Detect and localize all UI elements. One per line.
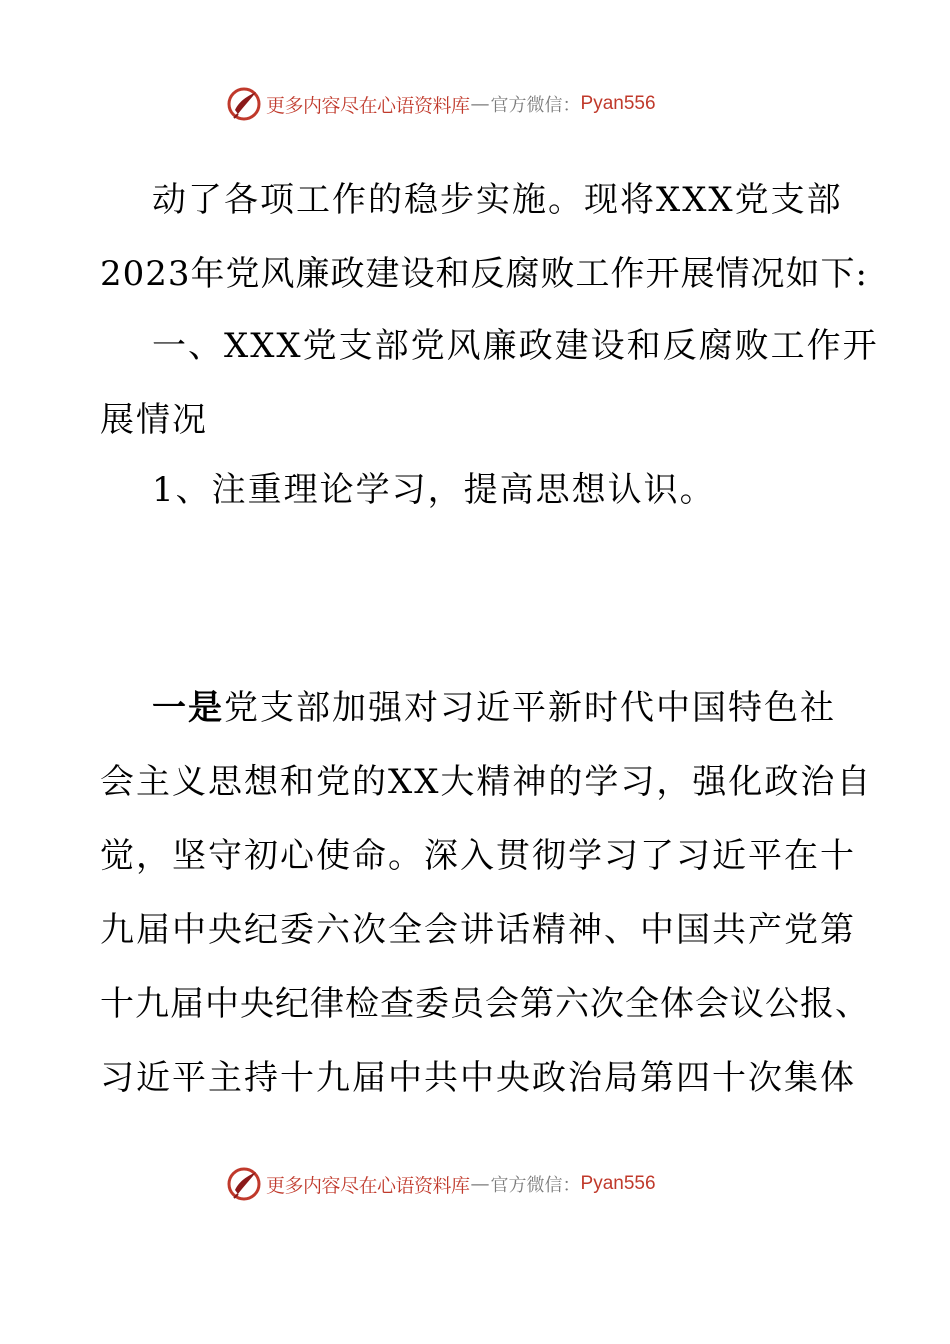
watermark-sub-text: 官方微信： xyxy=(490,95,581,116)
brand-logo-icon xyxy=(226,1166,262,1202)
paragraph-line-2: 会主义思想和党的XX大精神的学习，强化政治自 xyxy=(100,762,873,802)
paragraph-line-4: 九届中央纪委六次全会讲话精神、中国共产党第 xyxy=(100,910,856,950)
paragraph-line-3: 觉，坚守初心使命。深入贯彻学习了习近平在十 xyxy=(100,836,856,876)
watermark-wechat-id: Pyan556 xyxy=(580,93,656,114)
paragraph-line-6: 习近平主持十九届中共中央政治局第四十次集体 xyxy=(100,1058,856,1098)
watermark-sub-text: 官方微信： xyxy=(490,1175,581,1196)
watermark-header xyxy=(226,84,656,124)
brand-logo-icon xyxy=(226,86,262,122)
intro-line-1: 动了各项工作的稳步实施。现将XXX党支部 xyxy=(152,180,843,220)
paragraph-line-1-text: 党支部加强对习近平新时代中国特色社 xyxy=(224,688,836,728)
watermark-main-text: 更多内容尽在心语资料库 xyxy=(266,1174,470,1197)
watermark-main-text: 更多内容尽在心语资料库 xyxy=(266,94,470,117)
paragraph-line-5: 十九届中央纪律检查委员会第六次全体会议公报、 xyxy=(100,984,870,1024)
watermark-dash: — xyxy=(470,93,490,115)
paragraph-line-1 xyxy=(152,688,836,728)
watermark-wechat-id: Pyan556 xyxy=(580,1173,656,1194)
intro-line-2: 2023年党风廉政建设和反腐败工作开展情况如下: xyxy=(100,254,868,294)
section-heading-line-2: 展情况 xyxy=(100,400,208,440)
section-heading-line-1: 一、XXX党支部党风廉政建设和反腐败工作开 xyxy=(152,326,879,366)
watermark-dash: — xyxy=(470,1173,490,1195)
watermark-footer xyxy=(226,1164,656,1204)
subsection-heading: 1、注重理论学习，提高思想认识。 xyxy=(152,470,716,510)
paragraph-lead: 一是 xyxy=(152,688,224,728)
